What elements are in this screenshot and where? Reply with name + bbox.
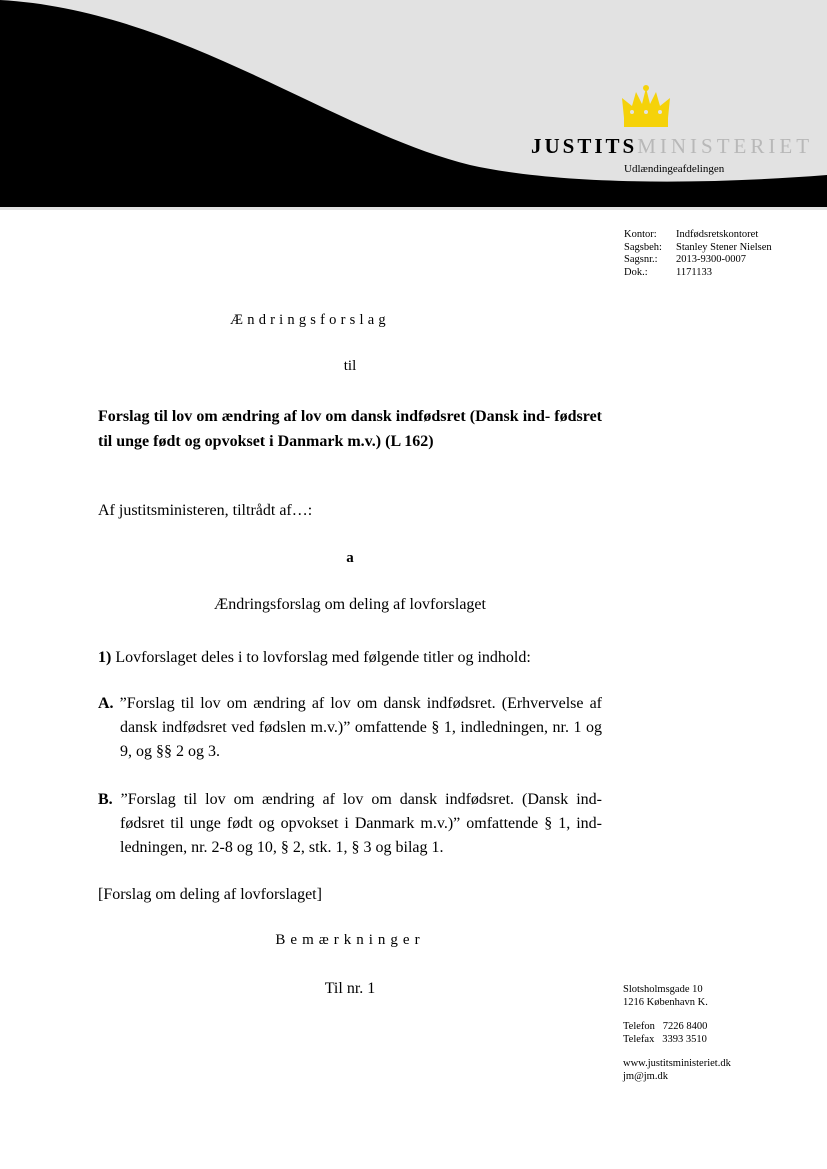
brand-name-part2: MINISTERIET [637,134,814,158]
case-metadata [624,229,772,279]
item-1-text: Lovforslaget deles i to lovforslag med følgende titler og indhold: [111,649,531,666]
item-b-label: B. [98,791,113,808]
item-a-label: A. [98,695,114,712]
meta-value: 1171133 [676,266,712,278]
bill-title: Forslag til lov om ændring af lov om dansk indfødsret (Dansk ind- fødsret til unge født og opvokset i Danmark m.v.) (L 162) [98,408,602,450]
meta-row [624,267,772,280]
footer-address-line: 1216 København K. [623,996,708,1008]
letterhead-wave [0,0,827,210]
footer-fax: Telefax 3393 3510 [623,1033,707,1045]
remarks-heading: Bemærkninger [275,932,425,948]
section-heading: Ændringsforslag om deling af lovforslaget [214,596,486,613]
meta-row [624,242,772,255]
brand-name [531,136,813,157]
document-heading: Ændringsforslag [230,312,390,328]
item-b [98,788,602,860]
item-a-text: ”Forslag til lov om ændring af lov om dansk indfødsret. (Erhvervelse af dansk indfødsret ved fødslen m.v.)” omfattende § 1, indledningen, nr. 1 og 9, og §§ 2 og 3. [113,695,602,760]
meta-label: Kontor: [624,229,657,240]
footer-contact [623,984,731,1083]
meta-label: Sagsbeh: [624,241,662,253]
department-name: Udlændingeafdelingen [624,163,725,175]
item-a [98,692,602,764]
footer-address-line: Slotsholmsgade 10 [623,984,703,995]
submitted-by: Af justitsministeren, tiltrådt af…: [98,502,313,519]
til-text: til [343,358,357,374]
brand-name-part1: JUSTITS [531,134,638,158]
til-nr-heading: Til nr. 1 [324,980,376,997]
meta-label: Sagsnr.: [624,254,658,265]
footer-email: jm@jm.dk [623,1070,668,1082]
meta-value: Indfødsretskontoret [676,229,759,240]
meta-value: Stanley Stener Nielsen [676,241,772,253]
section-letter: a [346,550,354,566]
bracket-note: [Forslag om deling af lovforslaget] [98,886,322,903]
item-b-text: ”Forslag til lov om ændring af lov om dansk indfødsret. (Dansk ind- fødsret til unge født og opvokset i Danmark m.v.)” omfattende § 1, ind- ledningen, nr. 2-8 og 10, § 2, stk. 1, § 3 og bilag 1. [112,791,602,856]
footer-phone: Telefon 7226 8400 [623,1021,708,1032]
item-1-number: 1) [98,649,112,666]
meta-label: Dok.: [624,266,648,278]
item-1 [98,646,602,670]
meta-row [624,229,772,242]
footer-website: www.justitsministeriet.dk [623,1058,731,1069]
meta-row [624,254,772,267]
meta-value: 2013-9300-0007 [676,254,746,265]
